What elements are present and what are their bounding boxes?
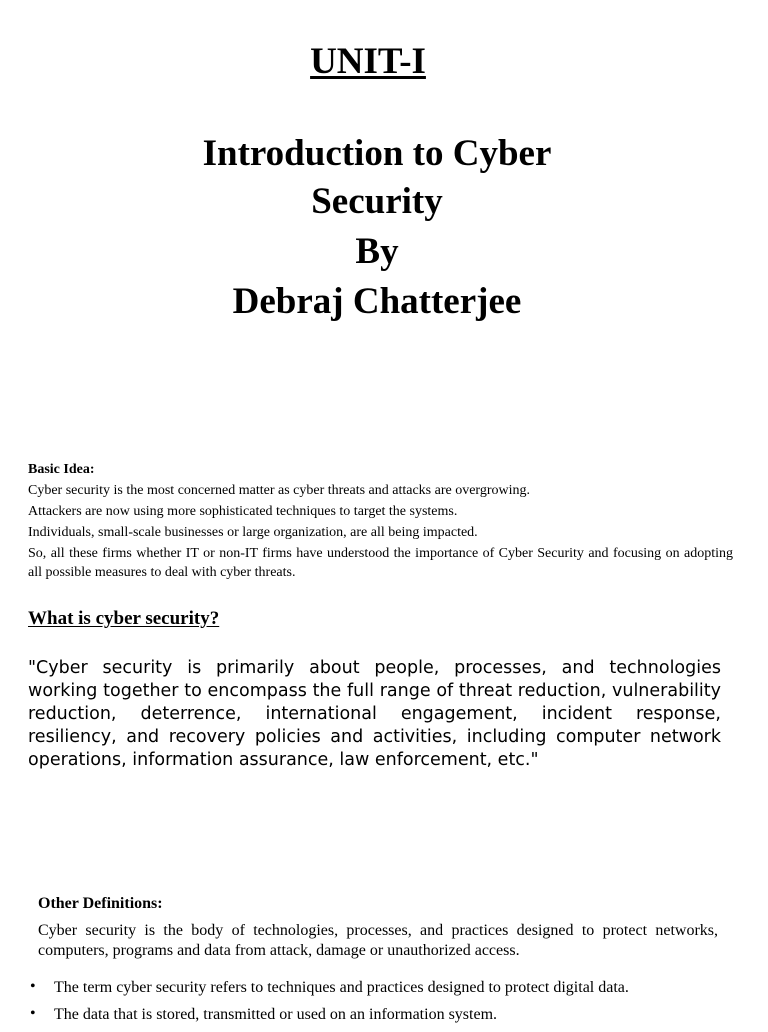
other-definitions-text: Cyber security is the body of technologies, processes, and practices designed to protect networks, computers, programs and data from attack, damage or unauthorized access.	[38, 922, 718, 959]
other-definitions-section	[38, 894, 718, 961]
document-title-block	[0, 130, 754, 326]
cyber-security-definition-quote: "Cyber security is primarily about people, processes, and technologies working together to encompass the full range of threat reduction, vulnerability reduction, deterrence, international engagement, incident response, resiliency, and recovery policies and activities, including computer network operations, information assurance, law enforcement, etc."	[28, 658, 721, 770]
basic-idea-paragraph: Cyber security is the most concerned matter as cyber threats and attacks are overgrowing.	[28, 483, 531, 498]
title-line-2: Security	[311, 181, 443, 222]
unit-title: UNIT-I	[310, 41, 426, 82]
list-item-text: The term cyber security refers to techniques and practices designed to protect digital data.	[54, 979, 629, 996]
basic-idea-paragraph: So, all these firms whether IT or non-IT firms have understood the importance of Cyber Security and focusing on adopting all possible measures to deal with cyber threats.	[28, 546, 733, 580]
basic-idea-paragraph: Individuals, small-scale businesses or large organization, are all being impacted.	[28, 525, 478, 540]
bullet-icon: •	[30, 978, 36, 995]
list-item-text: The data that is stored, transmitted or used on an information system.	[54, 1006, 498, 1023]
basic-idea-paragraph: Attackers are now using more sophisticated techniques to target the systems.	[28, 504, 458, 519]
list-item	[28, 978, 738, 998]
basic-idea-section	[28, 460, 733, 584]
author-name: Debraj Chatterjee	[232, 281, 522, 322]
title-by: By	[355, 231, 399, 272]
bullet-icon: •	[30, 1005, 36, 1022]
other-definitions-heading: Other Definitions:	[38, 895, 163, 912]
title-line-1: Introduction to Cyber	[202, 133, 552, 174]
list-item	[28, 1005, 738, 1025]
what-is-cyber-security-heading: What is cyber security?	[28, 608, 220, 629]
basic-idea-heading: Basic Idea:	[28, 462, 95, 477]
